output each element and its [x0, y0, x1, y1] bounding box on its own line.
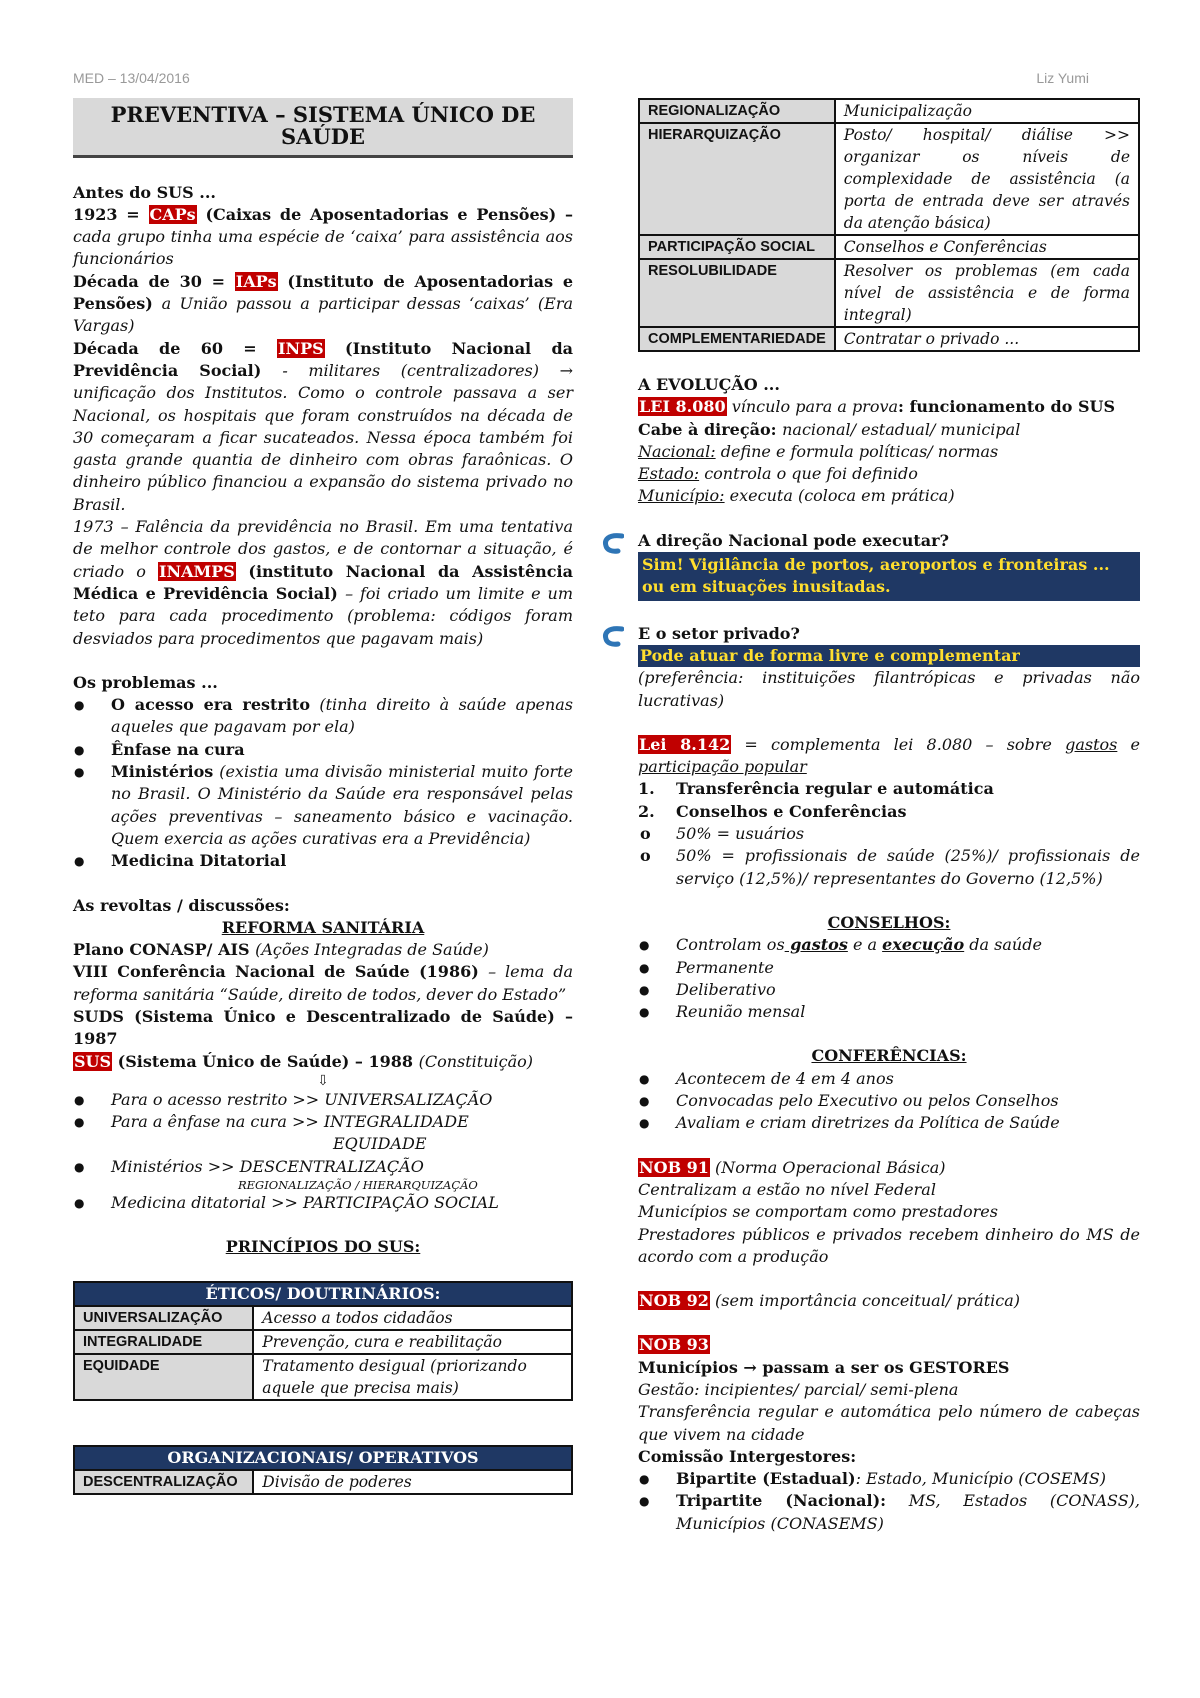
answer-2-note: (preferência: instituições filantrópicas e privadas não lucrativas)	[638, 668, 1140, 710]
list-item: ● Ministérios >> DESCENTRALIZAÇÃO	[73, 1156, 573, 1178]
reg-hier-note: REGIONALIZAÇÃO / HIERARQUIZAÇÃO	[238, 1178, 478, 1193]
list-item: ● Acontecem de 4 em 4 anos	[638, 1068, 1140, 1090]
reforma-heading: REFORMA SANITÁRIA	[221, 917, 425, 937]
list-item: ● Ênfase na cura	[73, 739, 573, 761]
inps-tag: INPS	[278, 338, 324, 358]
list-item: ● Avaliam e criam diretrizes da Política de Saúde	[638, 1112, 1140, 1134]
nob91-text: Municípios se comportam como prestadores	[638, 1202, 998, 1222]
viii-line: VIII Conferência Nacional de Saúde (1986) – lema da reforma sanitária “Saúde, direito de todos, dever do Estado”	[73, 962, 574, 1004]
lei8142-tag: Lei 8.142	[639, 734, 731, 754]
nob93-tag: NOB 93	[639, 1335, 709, 1355]
table-row: REGIONALIZAÇÃO Municipalização	[639, 99, 1139, 123]
down-arrow-icon: ⇩	[317, 1072, 329, 1089]
lei8142-list	[638, 778, 1140, 823]
list-item: ● O acesso era restrito (tinha direito à saúde apenas aqueles que pagavam por ela)	[73, 694, 573, 739]
iaps-tag: IAPs	[235, 271, 277, 291]
problemas-list	[73, 694, 573, 872]
answer-2: Pode atuar de forma livre e complementar	[638, 645, 1140, 667]
list-item: o 50% = usuários	[640, 824, 805, 844]
list-item: ● Ministérios (existia uma divisão ministerial muito forte no Brasil. O Ministério da Saúde era responsável pelas ações preventivas – saneamento básico e vacinação. Quem exercia as ações curativas era a Previdência)	[73, 761, 573, 850]
list-item: ● Para a ênfase na cura >> INTEGRALIDADE	[73, 1111, 573, 1133]
caps-paragraph: 1923 = CAPs (Caixas de Aposentadorias e Pensões) – cada grupo tinha uma espécie de ‘caixa’ para assistência aos funcionários	[73, 204, 574, 269]
left-column	[73, 98, 573, 1495]
inamps-tag: INAMPS	[158, 561, 235, 581]
comissao-list	[638, 1468, 1140, 1535]
evolucao-heading: A EVOLUÇÃO ...	[638, 375, 780, 394]
nob93-line	[638, 1334, 1140, 1356]
municipio-line: Município: executa (coloca em prática)	[638, 486, 955, 506]
list-item: o 50% = profissionais de saúde (25%)/ profissionais de serviço (12,5%)/ representantes do Governo (12,5%)	[640, 846, 1140, 888]
list-item: 2. Conselhos e Conferências	[638, 801, 907, 821]
question-block-2: E o setor privado?	[638, 623, 1140, 645]
nob91-text: Prestadores públicos e privados recebem dinheiro do MS de acordo com a produção	[638, 1224, 1140, 1266]
header-left: MED – 13/04/2016	[73, 70, 190, 86]
list-item: ● Tripartite (Nacional): MS, Estados (CONASS), Municípios (CONASEMS)	[638, 1490, 1140, 1535]
list-item: ● Medicina ditatorial >> PARTICIPAÇÃO SOCIAL	[73, 1192, 573, 1214]
question-block-1: A direção Nacional pode executar?	[638, 530, 1140, 552]
caps-tag: CAPs	[149, 204, 196, 224]
problemas-heading: Os problemas ...	[73, 672, 218, 692]
nob91-tag: NOB 91	[639, 1157, 709, 1177]
header-right: Liz Yumi	[1036, 70, 1089, 86]
list-item: ● Convocadas pelo Executivo ou pelos Conselhos	[638, 1090, 1140, 1112]
table-row: PARTICIPAÇÃO SOCIAL Conselhos e Conferências	[639, 235, 1139, 259]
eticos-table	[73, 1305, 573, 1401]
cabe-line: Cabe à direção: nacional/ estadual/ municipal	[638, 419, 1021, 439]
inps-paragraph: Década de 60 = INPS (Instituto Nacional da Previdência Social) - militares (centralizadores) → unificação dos Institutos. Como o controle passava a ser Nacional, os hospitais que foram construídos na década de 30 começaram a ficar sucateados. Nessa época também foi gasta grande quantia de dinheiro com obras faraônicas. O dinheiro público financiou a expansão do sistema privado no Brasil.	[73, 338, 573, 514]
table-row: UNIVERSALIZAÇÃO Acesso a todos cidadãos	[74, 1306, 572, 1330]
mapeamento-list	[73, 1089, 573, 1214]
lei8142-line: Lei 8.142 = complementa lei 8.080 – sobre gastos e participação popular	[638, 734, 1140, 777]
list-item: ● Reunião mensal	[638, 1001, 1140, 1023]
right-column	[638, 98, 1140, 1535]
list-item: ● Para o acesso restrito >> UNIVERSALIZAÇÃO	[73, 1089, 573, 1111]
suds-line: SUDS (Sistema Único e Descentralizado de Saúde) – 1987	[73, 1006, 573, 1049]
inamps-paragraph: 1973 – Falência da previdência no Brasil. Em uma tentativa de melhor controle dos gastos, e de contornar a situação, é criado o INAMPS (instituto Nacional da Assistência Médica e Previdência Social) – foi criado um limite e um teto para cada procedimento (problema: códigos foram desviados para procedimentos que pagavam mais)	[73, 517, 573, 648]
equidade-note: EQUIDADE	[333, 1134, 427, 1154]
org-table-title: ORGANIZACIONAIS/ OPERATIVOS	[73, 1445, 573, 1469]
curved-arrow-icon	[602, 625, 624, 649]
sus-line: SUS (Sistema Único de Saúde) – 1988 (Constituição)	[74, 1051, 534, 1071]
table-row: RESOLUBILIDADE Resolver os problemas (em cada nível de assistência e de forma integral)	[639, 259, 1139, 327]
nob93-text: Transferência regular e automática pelo número de cabeças que vivem na cidade	[638, 1402, 1140, 1444]
list-item: ● Bipartite (Estadual): Estado, Município (COSEMS)	[638, 1468, 1140, 1490]
org-table	[73, 1469, 573, 1495]
nob92-line: NOB 92 (sem importância conceitual/ prática)	[639, 1291, 1021, 1311]
iaps-paragraph: Década de 30 = IAPs (Instituto de Aposentadorias e Pensões) a União passou a participar dessas ‘caixas’ (Era Vargas)	[73, 271, 574, 336]
list-item: ● Deliberativo	[638, 979, 1140, 1001]
list-item: 1. Transferência regular e automática	[638, 779, 994, 799]
table-row: COMPLEMENTARIEDADE Contratar o privado ...	[639, 327, 1139, 351]
conferencias-heading: CONFERÊNCIAS:	[811, 1046, 967, 1066]
table-row: DESCENTRALIZAÇÃO Divisão de poderes	[74, 1470, 572, 1494]
nob91-text: Centralizam a estão no nível Federal	[638, 1179, 936, 1199]
list-item: ● Permanente	[638, 957, 1140, 979]
table-row: EQUIDADE Tratamento desigual (priorizando aquele que precisa mais)	[74, 1354, 572, 1400]
nob91-line: NOB 91 (Norma Operacional Básica)	[639, 1157, 946, 1177]
table-row: INTEGRALIDADE Prevenção, cura e reabilitação	[74, 1330, 572, 1354]
conasp-line: Plano CONASP/ AIS (Ações Integradas de Saúde)	[73, 940, 489, 960]
comissao-heading: Comissão Intergestores:	[638, 1446, 857, 1466]
nob93-text: Gestão: incipientes/ parcial/ semi-plena	[638, 1379, 959, 1399]
list-item: ● Controlam os gastos e a execução da saúde	[638, 934, 1140, 956]
page-title: PREVENTIVA – SISTEMA ÚNICO DE SAÚDE	[73, 98, 573, 158]
answer-1: Sim! Vigilância de portos, aeroportos e fronteiras ... ou em situações inusitadas.	[638, 552, 1140, 601]
eticos-table-title: ÉTICOS/ DOUTRINÁRIOS:	[73, 1281, 573, 1305]
conselhos-heading: CONSELHOS:	[827, 912, 951, 932]
sus-tag: SUS	[74, 1051, 112, 1071]
conselhos-list	[638, 934, 1140, 1023]
nob92-tag: NOB 92	[639, 1291, 709, 1311]
revoltas-heading: As revoltas / discussões:	[73, 895, 290, 915]
list-item: ● Medicina Ditatorial	[73, 850, 573, 872]
estado-line: Estado: controla o que foi definido	[638, 464, 918, 484]
lei8080-line: LEI 8.080 vínculo para a prova: funcionamento do SUS	[639, 397, 1116, 417]
lei8080-tag: LEI 8.080	[639, 397, 726, 417]
nacional-line: Nacional: define e formula políticas/ normas	[638, 441, 999, 461]
table-row: HIERARQUIZAÇÃO Posto/ hospital/ diálise >> organizar os níveis de complexidade de assistência (a porta de entrada deve ser através da atenção básica)	[639, 123, 1139, 235]
conferencias-list	[638, 1068, 1140, 1135]
principios-heading: PRINCÍPIOS DO SUS:	[225, 1237, 421, 1257]
curved-arrow-icon	[602, 532, 624, 556]
org-table-continued	[638, 98, 1140, 352]
nob93-gestores: Municípios → passam a ser os GESTORES	[638, 1357, 1010, 1377]
antes-heading: Antes do SUS ...	[73, 182, 216, 202]
